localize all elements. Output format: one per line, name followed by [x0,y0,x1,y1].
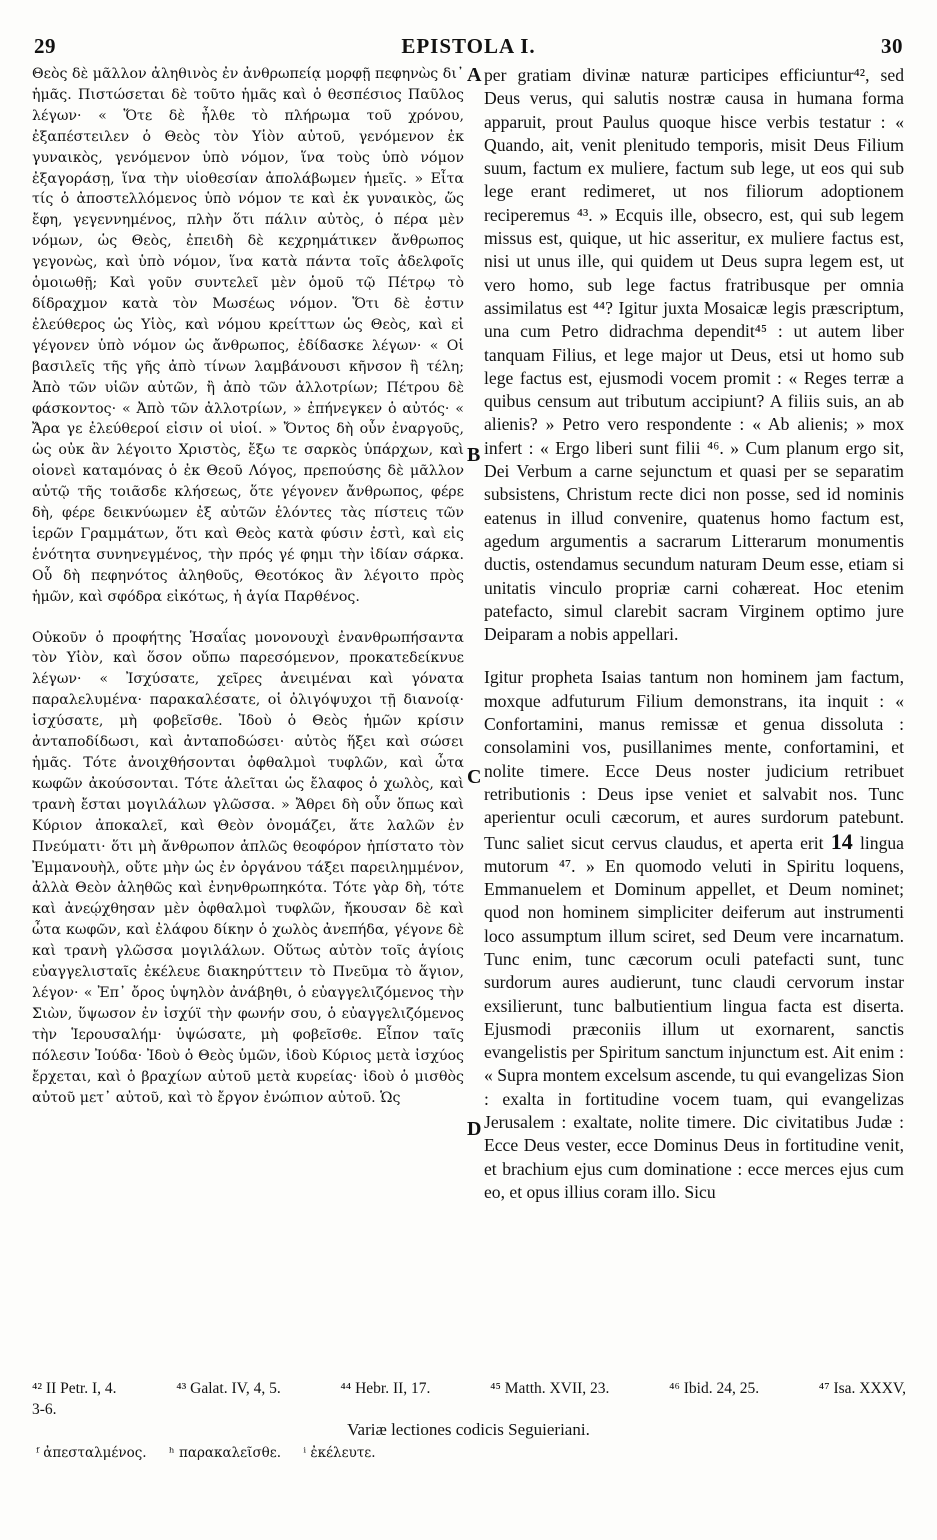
footnote-44: ⁴⁴ Hebr. II, 17. [340,1380,431,1397]
variant-i: ⁱ ἐκέλευτε. [303,1445,376,1461]
variae-lectiones-title: Variæ lectiones codicis Seguieriani. [347,1420,590,1439]
latin-paragraph-2-end: lingua mutorum ⁴⁷. » En quomodo veluti in Spiritu loquens, Emmanuelem et Dominum appellet, et Deum nominet; quod non hominem simpliciter deiferum aut instrumenti loco assumptum illum sciret, sed Deum vere incarnatum. Tunc enim, tunc cæcorum oculi patefacti sunt, tunc surdorum aures audierunt, tunc claudi cervorum instar exsilierunt, tunc balbutientium lingua facta est diserta. Ejusmodi præconiis illum ut exornarent, sanctis evangelistis per Spiritum sanctum injunctum est. Ait enim : « Supra montem excelsum ascende, tu qui evangelizas Sion : exalta in fortitudine vocem tuam, qui evangelizas Jerusalem : exaltate, nolite timere. Dic civitatibus Judæ : Ecce Deus vester, ecce Dominus Deus in fortitudine venit, et brachium ejus cum dominatione : ecce merces ejus cum eo, et opus illius coram illo. Sicu [484,832,904,1202]
latin-column [484,64,904,1364]
greek-paragraph-1: Θεὸς δὲ μᾶλλον ἀληθινὸς ἐν ἀνθρωπείᾳ μορφῇ πεφηνὼς δι᾽ ἡμᾶς. Πιστώσεται δὲ τοῦτο ἡμᾶς καὶ ὁ θεσπέσιος Παῦλος λέγων· « Ὅτε δὲ ἦλθε τὸ πλήρωμα τοῦ χρόνου, ἐξαπέστειλεν ὁ Θεὸς τὸν Υἱὸν αὐτοῦ, γενόμενον ἐκ γυναικὸς, γενόμενον ὑπὸ νόμον, ἵνα τοὺς ὑπὸ νόμον ἐξαγοράσῃ, ἵνα τὴν υἱοθεσίαν ἀπολάβωμεν ἡμεῖς. » Εἶτα τίς ὁ ἀποστελλόμενος ὑπὸ νόμον τε καὶ ἐκ γυναικὸς, ὥς ἔφη, γεγεννημένος, πλὴν ὅτι πάλιν αὐτὸς, ὁ πέρα μὲν νόμων, ὡς Θεὸς, ἐπειδὴ δὲ κεχρημάτικεν ἄνθρωπος γεγονὼς, καὶ ὑπὸ νόμον, ἵνα κατὰ πάντα τοῖς ἀδελφοῖς ὁμοιωθῇ; Καὶ γοῦν συντελεῖ μὲν ὁμοῦ τῷ Πέτρῳ τὸ δίδραχμον κατὰ τὸν Μωσέως νόμον. Ὅτι δὲ ἐστιν ἐλεύθερος ὡς Υἱὸς, καὶ νόμου κρείττων ὡς Θεὸς, καὶ εἰ γέγονεν ὑπὸ νόμον ὡς ἄνθρωπος, ἐδίδασκε λέγων· « Οἱ βασιλεῖς τῆς γῆς ἀπὸ τίνων λαμβάνουσι κῆνσον ἢ τέλη; Ἀπὸ τῶν υἱῶν αὐτῶν, ἢ ἀπὸ τῶν ἀλλοτρίων; Πέτρου δὲ φάσκοντος· « Ἀπὸ τῶν ἀλλοτρίων, » ἐπήνεγκεν ὁ αὐτός· « Ἄρα γε ἐλεύθεροί εἰσιν οἱ υἱοί. » Ὄντος δὴ οὖν ἐναργοῦς, ὡς οὐκ ἂν λέγοιτο Χριστὸς, ἔξω τε σαρκὸς ὑπάρχων, καὶ οἱονεὶ καταμόνας ὁ ἐκ Θεοῦ Λόγος, πρεπούσης δὲ μᾶλλον αὐτῷ τῆς τοιᾶσδε κλήσεως, ὅτε γέγονεν ἄνθρωπος, φέρε δὴ, φέρε δεικνύωμεν ἐξ αὐτῶν ἑλόντες τὰς πίστεις τῶν ἱερῶν Γραμμάτων, ὅτι καὶ Θεὸς κατὰ φύσιν ἐστὶ, καὶ εἰς ἑνότητα συνηνεγμένος, τὴν πρός γέ φημι τὴν ἰδίαν σάρκα. Οὗ δὴ πεφηνότος ἀληθοῦς, Θεοτόκος ἂν λέγοιτο πρὸς ἡμῶν, καὶ σφόδρα εἰκότως, ἡ ἁγία Παρθένος. [32,66,464,605]
latin-paragraph-1: per gratiam divinæ naturæ participes efficiuntur⁴², sed Deus verus, qui salutis nostræ causa in humana forma apparuit, prout Paulus quoque hisce verbis testatur : « Quando, ait, venit plenitudo temporis, misit Deus Filium suum, factum ex muliere, factum sub lege, ut eos qui sub lege erant redimeret, ut nos filiorum adoptionem reciperemus ⁴³. » Ecquis ille, obsecro, est, qui sub legem missus est, quique, ut hic asseritur, ex muliere factus est, nisi ut unus ille, qui quidem ut Deus supra legem est, ut vero homo, sub lege factus fratribusque per omnia assimilatus est ⁴⁴? Igitur juxta Mosaicæ legis præscriptum, una cum Petro didrachma dependit⁴⁵ : ut autem liber tanquam Filius, et lege major ut Deus, etsi ut homo sub lege factus est, ejusmodi vocem promit : « Reges terræ a quibus censum aut tributum accipiunt? A filiis suis, an ab alienis? » Petro vero respondente : « Ab alienis; » mox infert : « Ergo liberi sunt filii ⁴⁶. » Cum planum ergo sit, Dei Verbum a carne sejunctum et quasi per se separatim subsistens, Christum recte dici non posse, sed id nominis eatenus in illud convenire, quatenus homo factum est, agedum argumentis a sacrarum Litterarum monumentis ductis, ostendamus secundum naturam Deum esse, etiam si unitatis vinculo propriæ carni cohæreat. Hoc etenim patefacto, simul clarebit sacram Virginem optimo jure Deiparam a nobis appellari. [484,65,904,645]
footnote-43: ⁴³ Galat. IV, 4, 5. [176,1380,281,1397]
left-page-number: 29 [34,33,56,58]
footnote-47: ⁴⁷ Isa. XXXV, [818,1380,906,1397]
variant-f: ᶠ ἀπεσταλμένος. [36,1445,147,1461]
margin-marker-d: D [467,1118,482,1140]
margin-marker-c: C [467,766,482,788]
margin-marker-a: A [467,64,482,86]
right-page-number: 30 [881,33,903,58]
footnote-46: ⁴⁶ Ibid. 24, 25. [669,1380,760,1397]
footnote-line [32,1378,906,1399]
footnote-42: ⁴² II Petr. I, 4. [32,1380,117,1397]
latin-paragraph-2-start: Igitur propheta Isaias tantum non hominem jam factum, moxque adfuturum Filium demonstrans, ita inquit : « Confortamini, manus remissæ et genua dissoluta : consolamini vos, pusillanimes mente, confortamini, et nolite timere. Ecce Deus noster judicium retribuet retributionis : Deus ipse veniet et salvabit nos. Tunc aperientur oculi cæcorum, et aures surdorum patebunt. Tunc saliet sicut cervus claudus, et aperta erit [484,667,904,853]
page-header [34,34,903,58]
variant-h: ʰ παρακαλεῖσθε. [168,1445,282,1461]
running-title: EPISTOLA I. [401,33,536,58]
margin-marker-b: B [467,444,481,466]
greek-paragraph-2: Οὐκοῦν ὁ προφήτης Ἡσαΐας μονονουχὶ ἐνανθρωπήσαντα τὸν Υἱὸν, καὶ ὅσον οὔπω παρεσόμενον, προκατεδείκνυε λέγων· « Ἰσχύσατε, χεῖρες ἀνειμέναι καὶ γόνατα παραλελυμένα· παρακαλέσατε, οἱ ὀλιγόψυχοι τῇ διανοίᾳ· ἰσχύσατε, μὴ φοβεῖσθε. Ἰδοὺ ὁ Θεὸς ἡμῶν κρίσιν ἀνταποδίδωσι, καὶ ἀνταποδώσει· αὐτὸς ἥξει καὶ σώσει ἡμᾶς. Τότε ἀνοιχθήσονται ὀφθαλμοὶ τυφλῶν, καὶ ὦτα κωφῶν ἀκούσονται. Τότε ἁλεῖται ὡς ἔλαφος ὁ χωλὸς, καὶ τρανὴ ἔσται μογιλάλων γλῶσσα. » Ἄθρει δὴ οὖν ὅπως καὶ Κύριον ἀποκαλεῖ, καὶ Θεὸν ὀνομάζει, ἅτε λαλῶν ἐν Πνεύματι· ὅτι μὴ ἄνθρωπον ἁπλῶς θεοφόρον ἠπίστατο τὸν Ἐμμανουὴλ, οὔτε μὴν ὡς ἐν ὀργάνου τάξει παρειλημμένον, ἀλλὰ Θεὸν ἀληθῶς καὶ ἐνηνθρωπηκότα. Τότε γὰρ δὴ, τότε καὶ ἀνεῴχθησαν μὲν ὀφθαλμοὶ τυφλῶν, ἤκουσαν δὲ καὶ ὦτα κωφῶν, καὶ ἐλάφου δίκην ὁ χωλὸς ἀνεπήδα, γέγονε δὲ καὶ τρανὴ γλῶσσα μογιλάλων. Οὕτως αὐτὸν τοῖς ἁγίοις εὐαγγελισταῖς ἐκέλευε διακηρύττειν τὸ Πνεῦμα τὸ ἅγιον, λέγον· « Ἐπ᾽ ὄρος ὑψηλὸν ἀνάβηθι, ὁ εὐαγγελιζόμενος τὴν Σιὼν, ὕψωσον ἐν ἰσχύϊ τὴν φωνήν σου, ὁ εὐαγγελιζόμενος τὴν Ἱερουσαλήμ· ὑψώσατε, μὴ φοβεῖσθε. Εἶπον ταῖς πόλεσιν Ἰούδα· Ἰδοὺ ὁ Θεὸς ὑμῶν, ἰδοὺ Κύριος μετὰ ἰσχύος ἔρχεται, καὶ ὁ βραχίων αὐτοῦ μετὰ κυρείας· ἰδοὺ ὁ μισθὸς αὐτοῦ μετ᾽ αὐτοῦ, καὶ τὸ ἔργον ἐνώπιον αὐτοῦ. Ὡς [32,629,464,1106]
variae-lectiones [36,1445,896,1461]
greek-column [32,64,464,1364]
footnotes [32,1378,906,1420]
footnote-continuation: 3-6. [32,1401,57,1418]
latin-paragraph-2 [484,666,904,1204]
column-number-marker: 14 [830,828,853,854]
footnote-45: ⁴⁵ Matth. XVII, 23. [490,1380,610,1397]
